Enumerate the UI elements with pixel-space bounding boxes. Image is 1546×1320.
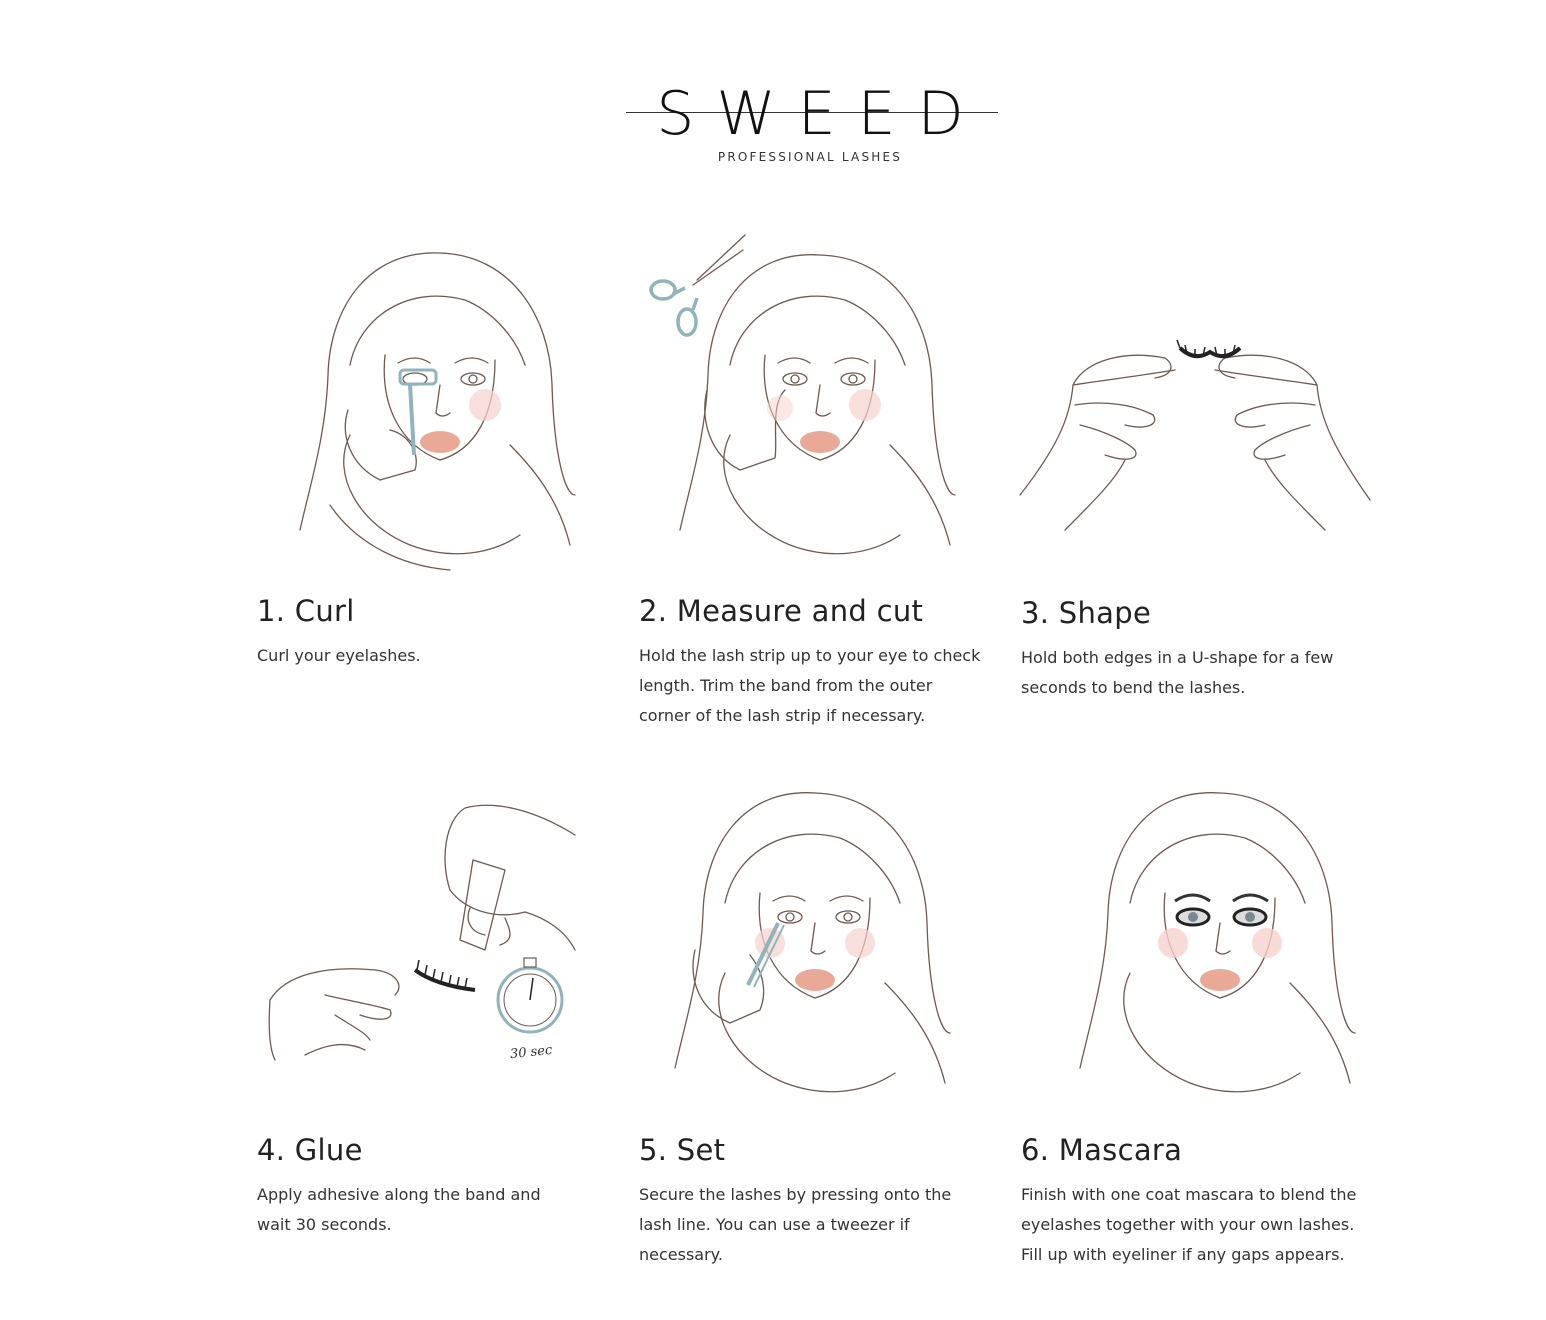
step-3 xyxy=(1021,595,1341,703)
step-text: Curl your eyelashes. xyxy=(257,646,421,665)
step-4 xyxy=(257,1132,577,1240)
step-text: Hold the lash strip up to your eye to check length. Trim the band from the outer corner of the lash strip if necessary. xyxy=(639,646,981,725)
brand-logo xyxy=(600,70,1020,180)
step-title: 4. Glue xyxy=(257,1133,363,1167)
step-title: 5. Set xyxy=(639,1133,726,1167)
illustration-measure xyxy=(645,230,965,570)
step-6 xyxy=(1021,1132,1366,1270)
step-title: 3. Shape xyxy=(1021,596,1152,630)
step-1 xyxy=(257,593,587,671)
illustration-set xyxy=(650,785,960,1105)
brand-name: SWEED xyxy=(656,79,986,149)
step-2 xyxy=(639,593,984,731)
timer-label: 30 sec xyxy=(509,1042,553,1063)
illustration-shape xyxy=(1015,330,1375,540)
step-text: Secure the lashes by pressing onto the lash line. You can use a tweezer if necessary. xyxy=(639,1185,952,1264)
illustration-mascara xyxy=(1075,785,1365,1105)
illustration-glue xyxy=(265,800,585,1080)
illustration-curl xyxy=(290,245,590,575)
step-title: 1. Curl xyxy=(257,594,355,628)
step-text: Finish with one coat mascara to blend the eyelashes together with your own lashes. Fill up with eyeliner if any gaps appears. xyxy=(1021,1185,1357,1264)
step-5 xyxy=(639,1132,974,1270)
brand-tagline: PROFESSIONAL LASHES xyxy=(717,150,903,164)
step-title: 2. Measure and cut xyxy=(639,594,924,628)
step-title: 6. Mascara xyxy=(1021,1133,1183,1167)
step-text: Hold both edges in a U-shape for a few seconds to bend the lashes. xyxy=(1021,648,1334,697)
step-text: Apply adhesive along the band and wait 30 seconds. xyxy=(257,1185,541,1234)
